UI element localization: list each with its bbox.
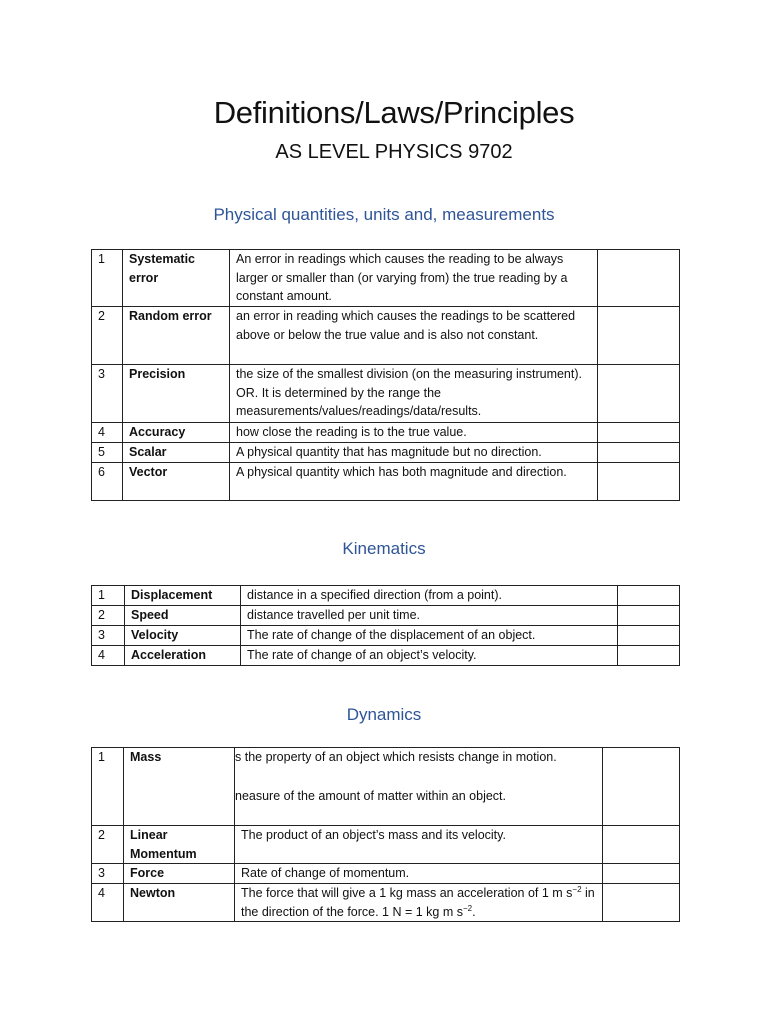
empty-cell	[598, 443, 680, 463]
definition-line: neasure of the amount of matter within an object.	[235, 788, 506, 803]
definition: The rate of change of an object’s velocity.	[241, 646, 618, 666]
term: Speed	[125, 606, 241, 626]
term: Systematic error	[123, 250, 230, 307]
empty-cell	[598, 463, 680, 501]
definition	[235, 748, 603, 826]
empty-cell	[598, 250, 680, 307]
spacer	[235, 767, 596, 787]
term: Scalar	[123, 443, 230, 463]
table-row	[92, 443, 680, 463]
row-number: 2	[92, 606, 125, 626]
definition-part: .	[472, 904, 476, 919]
term: Random error	[123, 307, 230, 365]
term: Precision	[123, 365, 230, 423]
superscript: −2	[572, 884, 582, 894]
table-row	[92, 365, 680, 423]
term: Newton	[124, 884, 235, 922]
row-number: 1	[92, 748, 124, 826]
definition: the size of the smallest division (on the measuring instrument). OR. It is determined by the range the measurements/values/readings/data/results.	[230, 365, 598, 423]
empty-cell	[618, 606, 680, 626]
empty-cell	[603, 826, 680, 864]
empty-cell	[603, 864, 680, 884]
empty-cell	[598, 307, 680, 365]
row-number: 6	[92, 463, 123, 501]
definitions-table-dynamics	[91, 747, 680, 922]
definition-part: The force that will give a 1 kg mass an acceleration of 1 m s	[241, 886, 573, 900]
row-number: 3	[92, 365, 123, 423]
definition: A physical quantity which has both magnitude and direction.	[230, 463, 598, 501]
term: Force	[124, 864, 235, 884]
table-row	[92, 307, 680, 365]
row-number: 1	[92, 250, 123, 307]
term: Displacement	[125, 586, 241, 606]
empty-cell	[598, 365, 680, 423]
table-row	[92, 826, 680, 864]
section-heading-dynamics: Dynamics	[346, 705, 422, 724]
definition: The product of an object’s mass and its velocity.	[235, 826, 603, 864]
empty-cell	[603, 884, 680, 922]
empty-cell	[618, 586, 680, 606]
term: Accuracy	[123, 423, 230, 443]
definition: A physical quantity that has magnitude but no direction.	[230, 443, 598, 463]
empty-cell	[618, 646, 680, 666]
row-number: 3	[92, 626, 125, 646]
row-number: 4	[92, 646, 125, 666]
definition: distance in a specified direction (from a point).	[241, 586, 618, 606]
row-number: 4	[92, 884, 124, 922]
page-title: Definitions/Laws/Principles	[213, 95, 575, 130]
definition: an error in reading which causes the readings to be scattered above or below the true value and is also not constant.	[230, 307, 598, 365]
empty-cell	[603, 748, 680, 826]
definition-line: s the property of an object which resists change in motion.	[235, 750, 557, 764]
table-row	[92, 626, 680, 646]
definition: An error in readings which causes the reading to be always larger or smaller than (or varying from) the true reading by a constant amount.	[230, 250, 598, 307]
term: Vector	[123, 463, 230, 501]
page-subtitle: AS LEVEL PHYSICS 9702	[275, 141, 513, 163]
term: Acceleration	[125, 646, 241, 666]
definition: Rate of change of momentum.	[235, 864, 603, 884]
term: Velocity	[125, 626, 241, 646]
table-row	[92, 646, 680, 666]
row-number: 5	[92, 443, 123, 463]
row-number: 2	[92, 307, 123, 365]
table-row	[92, 423, 680, 443]
definition: distance travelled per unit time.	[241, 606, 618, 626]
table-row	[92, 884, 680, 922]
section-heading-kinematics: Kinematics	[342, 539, 426, 558]
table-row	[92, 748, 680, 826]
table-row	[92, 606, 680, 626]
row-number: 1	[92, 586, 125, 606]
row-number: 3	[92, 864, 124, 884]
term: Mass	[124, 748, 235, 826]
definitions-table-physical-quantities	[91, 249, 680, 501]
table-row	[92, 463, 680, 501]
table-row	[92, 864, 680, 884]
definition: The rate of change of the displacement of an object.	[241, 626, 618, 646]
term: Linear Momentum	[124, 826, 235, 864]
definition	[235, 884, 603, 922]
empty-cell	[598, 423, 680, 443]
table-row	[92, 250, 680, 307]
section-heading-physical-quantities: Physical quantities, units and, measurements	[213, 205, 555, 224]
definition: how close the reading is to the true value.	[230, 423, 598, 443]
superscript: −2	[463, 903, 473, 913]
empty-cell	[618, 626, 680, 646]
table-row	[92, 586, 680, 606]
definition-part: in the direction of the force. 1 N = 1 kg m s	[241, 886, 595, 919]
definitions-table-kinematics	[91, 585, 680, 666]
row-number: 2	[92, 826, 124, 864]
row-number: 4	[92, 423, 123, 443]
